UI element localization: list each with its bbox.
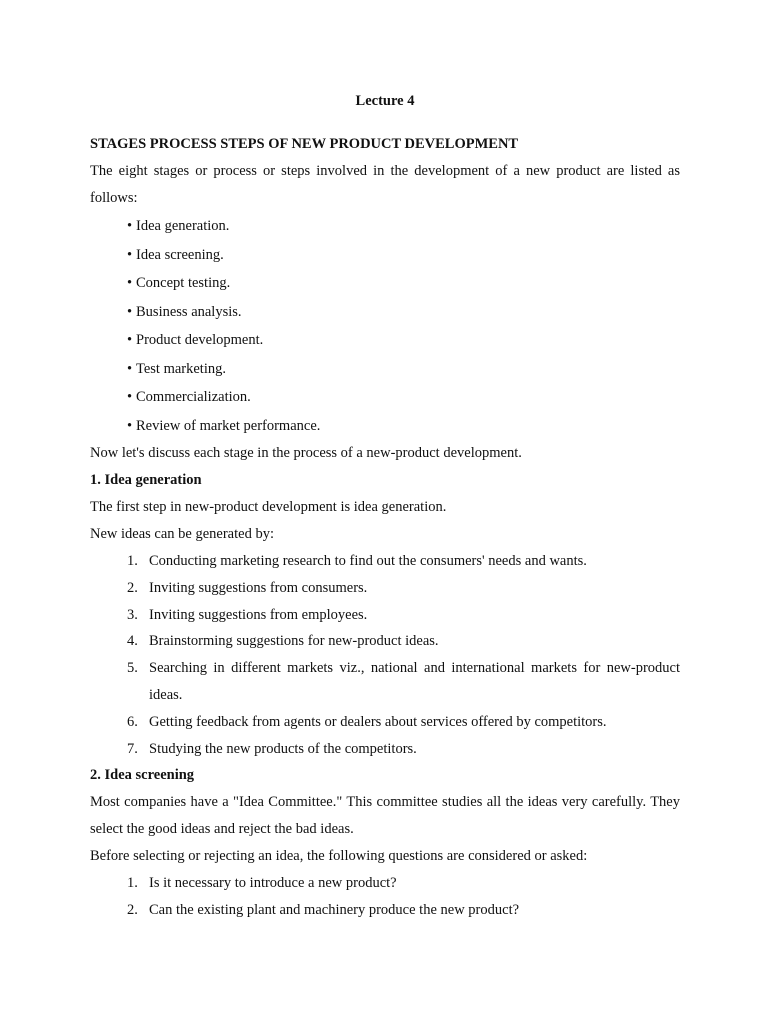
item-number: 4. [127,633,138,650]
list-item [127,870,680,897]
item-text: Inviting suggestions from consumers. [149,579,368,596]
item-text: Inviting suggestions from employees. [149,606,368,623]
transition-paragraph: Now let's discuss each stage in the process of a new-product development. [90,445,522,461]
bullet-icon: • [127,332,133,348]
stage-text: Review of market performance. [136,417,321,434]
stage-text: Test marketing. [136,360,226,377]
item-text: Is it necessary to introduce a new product? [149,875,397,892]
item-text: Searching in different markets viz., national and international markets for new-product ideas. [149,660,680,703]
lecture-title: Lecture 4 [355,93,415,109]
item-text: Conducting marketing research to find out the consumers' needs and wants. [149,553,587,569]
list-item [127,548,680,575]
stage-text: Idea generation. [136,218,230,234]
document-page [90,88,680,924]
list-item [127,212,680,241]
list-item [127,383,680,412]
list-item [127,897,680,924]
item-text: Getting feedback from agents or dealers about services offered by competitors. [149,713,607,730]
bullet-icon: • [127,303,133,320]
bullet-icon: • [127,417,133,434]
section1-para1: The first step in new-product development is idea generation. [90,499,447,515]
section2-heading: 2. Idea screening [90,767,195,784]
item-number: 3. [127,606,138,623]
item-text: Can the existing plant and machinery produce the new product? [149,902,520,919]
item-number: 1. [127,875,138,892]
item-number: 5. [127,660,138,677]
stage-text: Idea screening. [136,246,224,263]
list-item [127,355,680,384]
item-number: 6. [127,713,138,730]
stage-text: Commercialization. [136,389,251,405]
list-item [127,575,680,602]
list-item [127,269,680,298]
stages-list [90,212,680,440]
bullet-icon: • [127,360,133,377]
item-number: 1. [127,553,138,569]
list-item [127,326,680,355]
main-heading: STAGES PROCESS STEPS OF NEW PRODUCT DEVELOPMENT [90,136,519,152]
list-item [127,736,680,763]
bullet-icon: • [127,218,133,234]
section1-para2: New ideas can be generated by: [90,526,274,542]
list-item [127,628,680,655]
item-number: 2. [127,902,138,919]
screening-questions-list [90,870,680,924]
list-item [127,241,680,270]
list-item [127,412,680,441]
list-item [127,602,680,629]
item-text: Brainstorming suggestions for new-product ideas. [149,633,439,650]
list-item [127,709,680,736]
bullet-icon: • [127,246,133,263]
intro-paragraph: The eight stages or process or steps involved in the development of a new product are listed as follows: [90,163,680,206]
stage-text: Business analysis. [136,303,242,320]
bullet-icon: • [127,389,133,405]
list-item [127,298,680,327]
section2-para1: Most companies have a "Idea Committee." This committee studies all the ideas very carefully. They select the good ideas and reject the bad ideas. [90,794,680,838]
item-number: 2. [127,579,138,596]
idea-sources-list [90,548,680,762]
item-number: 7. [127,740,138,757]
list-item [127,655,680,709]
bullet-icon: • [127,275,133,291]
stage-text: Concept testing. [136,275,231,291]
section2-para2: Before selecting or rejecting an idea, the following questions are considered or asked: [90,848,588,865]
stage-text: Product development. [136,332,264,348]
section1-heading: 1. Idea generation [90,472,202,488]
item-text: Studying the new products of the competitors. [149,740,417,757]
